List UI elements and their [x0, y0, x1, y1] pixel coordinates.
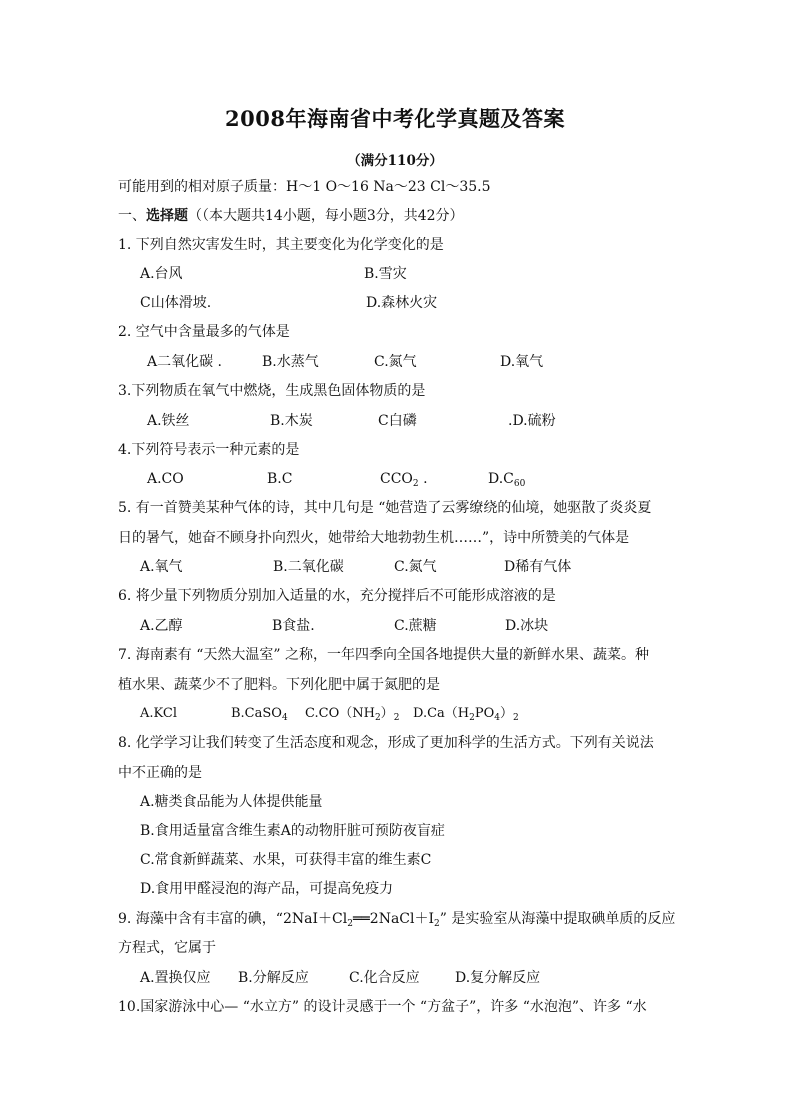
q3-option-b: B.木炭 — [270, 413, 313, 429]
q1-option-c: C山体滑坡. — [140, 295, 212, 311]
q6-option-c: C.蔗糖 — [394, 618, 437, 634]
q4-stem: 4.下列符号表示一种元素的是 — [118, 442, 300, 458]
section-note: （（本大题共14小题，每小题3分，共42分） — [188, 208, 464, 224]
q3-option-c: C白磷 — [378, 413, 417, 429]
q9-option-c: C.化合反应 — [349, 970, 420, 986]
q1-option-d: D.森林火灾 — [366, 295, 438, 311]
q4-option-c: $CCO_2$ . — [380, 471, 428, 489]
atomic-masses-line: 可能用到的相对原子质量：H～1 O～16 Na～23 Cl～35.5 — [118, 179, 491, 195]
q1-option-a: A.台风 — [140, 266, 183, 282]
q6-stem: 6. 将少量下列物质分别加入适量的水，充分搅拌后不可能形成溶液的是 — [118, 588, 556, 604]
q7-option-a: A.KCl — [140, 706, 177, 721]
q5-option-b: B.二氧化碳 — [273, 559, 344, 575]
q8-stem-line1: 8. 化学学习让我们转变了生活态度和观念，形成了更加科学的生活方式。下列有关说法 — [118, 735, 654, 751]
q4-option-b: B.C — [267, 471, 293, 487]
q7-option-d: $D.Ca(H_2PO_4)_2$ — [413, 706, 519, 723]
q10-stem-line1: 10.国家游泳中心— “水立方” 的设计灵感于一个 “方盆子”，许多 “水泡泡”、许多 “水 — [118, 999, 647, 1015]
q9-option-d: D.复分解反应 — [455, 970, 541, 986]
q8-option-a: A.糖类食品能为人体提供能量 — [140, 794, 323, 810]
q2-option-d: D.氧气 — [500, 354, 544, 370]
q6-option-a: A.乙醇 — [140, 618, 183, 634]
q2-option-b: B.水蒸气 — [262, 354, 319, 370]
section-heading — [118, 209, 464, 223]
q9-stem-line2: 方程式，它属于 — [118, 940, 216, 956]
q7-stem-line1: 7. 海南素有 “天然大温室” 之称，一年四季向全国各地提供大量的新鲜水果、蔬菜。种 — [118, 647, 650, 663]
q5-option-d: D稀有气体 — [504, 559, 572, 575]
q4-option-d: $D.C_{60}$ — [488, 471, 526, 489]
q9-option-a: A.置换仅应 — [140, 970, 211, 986]
q5-stem-line1: 5. 有一首赞美某种气体的诗，其中几句是 “她营造了云雾缭绕的仙境，她驱散了炎炎夏 — [118, 500, 652, 516]
q2-stem: 2. 空气中含量最多的气体是 — [118, 324, 290, 340]
q8-option-d: D.食用甲醛浸泡的海产品，可提高免疫力 — [140, 881, 394, 897]
q1-option-b: B.雪灾 — [364, 266, 407, 282]
q6-option-b: B食盐. — [272, 618, 315, 634]
q7-option-b: B.CaSO$_4$ — [231, 706, 288, 723]
q5-option-a: A.氧气 — [140, 559, 183, 575]
q8-stem-line2: 中不正确的是 — [118, 765, 202, 781]
q2-option-c: C.氮气 — [374, 354, 417, 370]
q1-stem: 1. 下列自然灾害发生时，其主要变化为化学变化的是 — [118, 237, 444, 253]
q7-stem-line2: 植水果、蔬菜少不了肥料。下列化肥中属于氮肥的是 — [118, 677, 440, 693]
q8-option-c: C.常食新鲜蔬菜、水果，可获得丰富的维生素C — [140, 852, 432, 868]
q7-option-c: $C.CO(NH_2)_2$ — [305, 706, 400, 723]
section-name: 选择题 — [146, 208, 188, 224]
q5-option-c: C.氮气 — [394, 559, 437, 575]
q3-option-d: .D.硫粉 — [508, 413, 556, 429]
exam-title: 2008年海南省中考化学真题及答案 — [225, 106, 565, 131]
q3-option-a: A.铁丝 — [147, 413, 190, 429]
q9-stem-line1: 9. 海藻中含有丰富的碘，“$2NaI+Cl_2══2NaCl+I_2$” 是实验室从海藻中提取碘单质的反应 — [118, 911, 676, 929]
q8-option-b: B.食用适量富含维生素A的动物肝脏可预防夜盲症 — [140, 823, 445, 839]
section-prefix: 一、 — [118, 208, 146, 224]
q5-stem-line2: 日的暑气，她奋不顾身扑向烈火，她带给大地勃勃生机……”，诗中所赞美的气体是 — [118, 530, 630, 546]
q6-option-d: D.冰块 — [505, 618, 549, 634]
q2-option-a: A二氧化碳 . — [147, 354, 223, 370]
q3-stem: 3.下列物质在氧气中燃烧，生成黑色固体物质的是 — [118, 383, 426, 399]
q4-option-a: A.CO — [147, 471, 184, 487]
q9-option-b: B.分解反应 — [238, 970, 309, 986]
exam-subtitle: （满分110分） — [347, 153, 443, 169]
